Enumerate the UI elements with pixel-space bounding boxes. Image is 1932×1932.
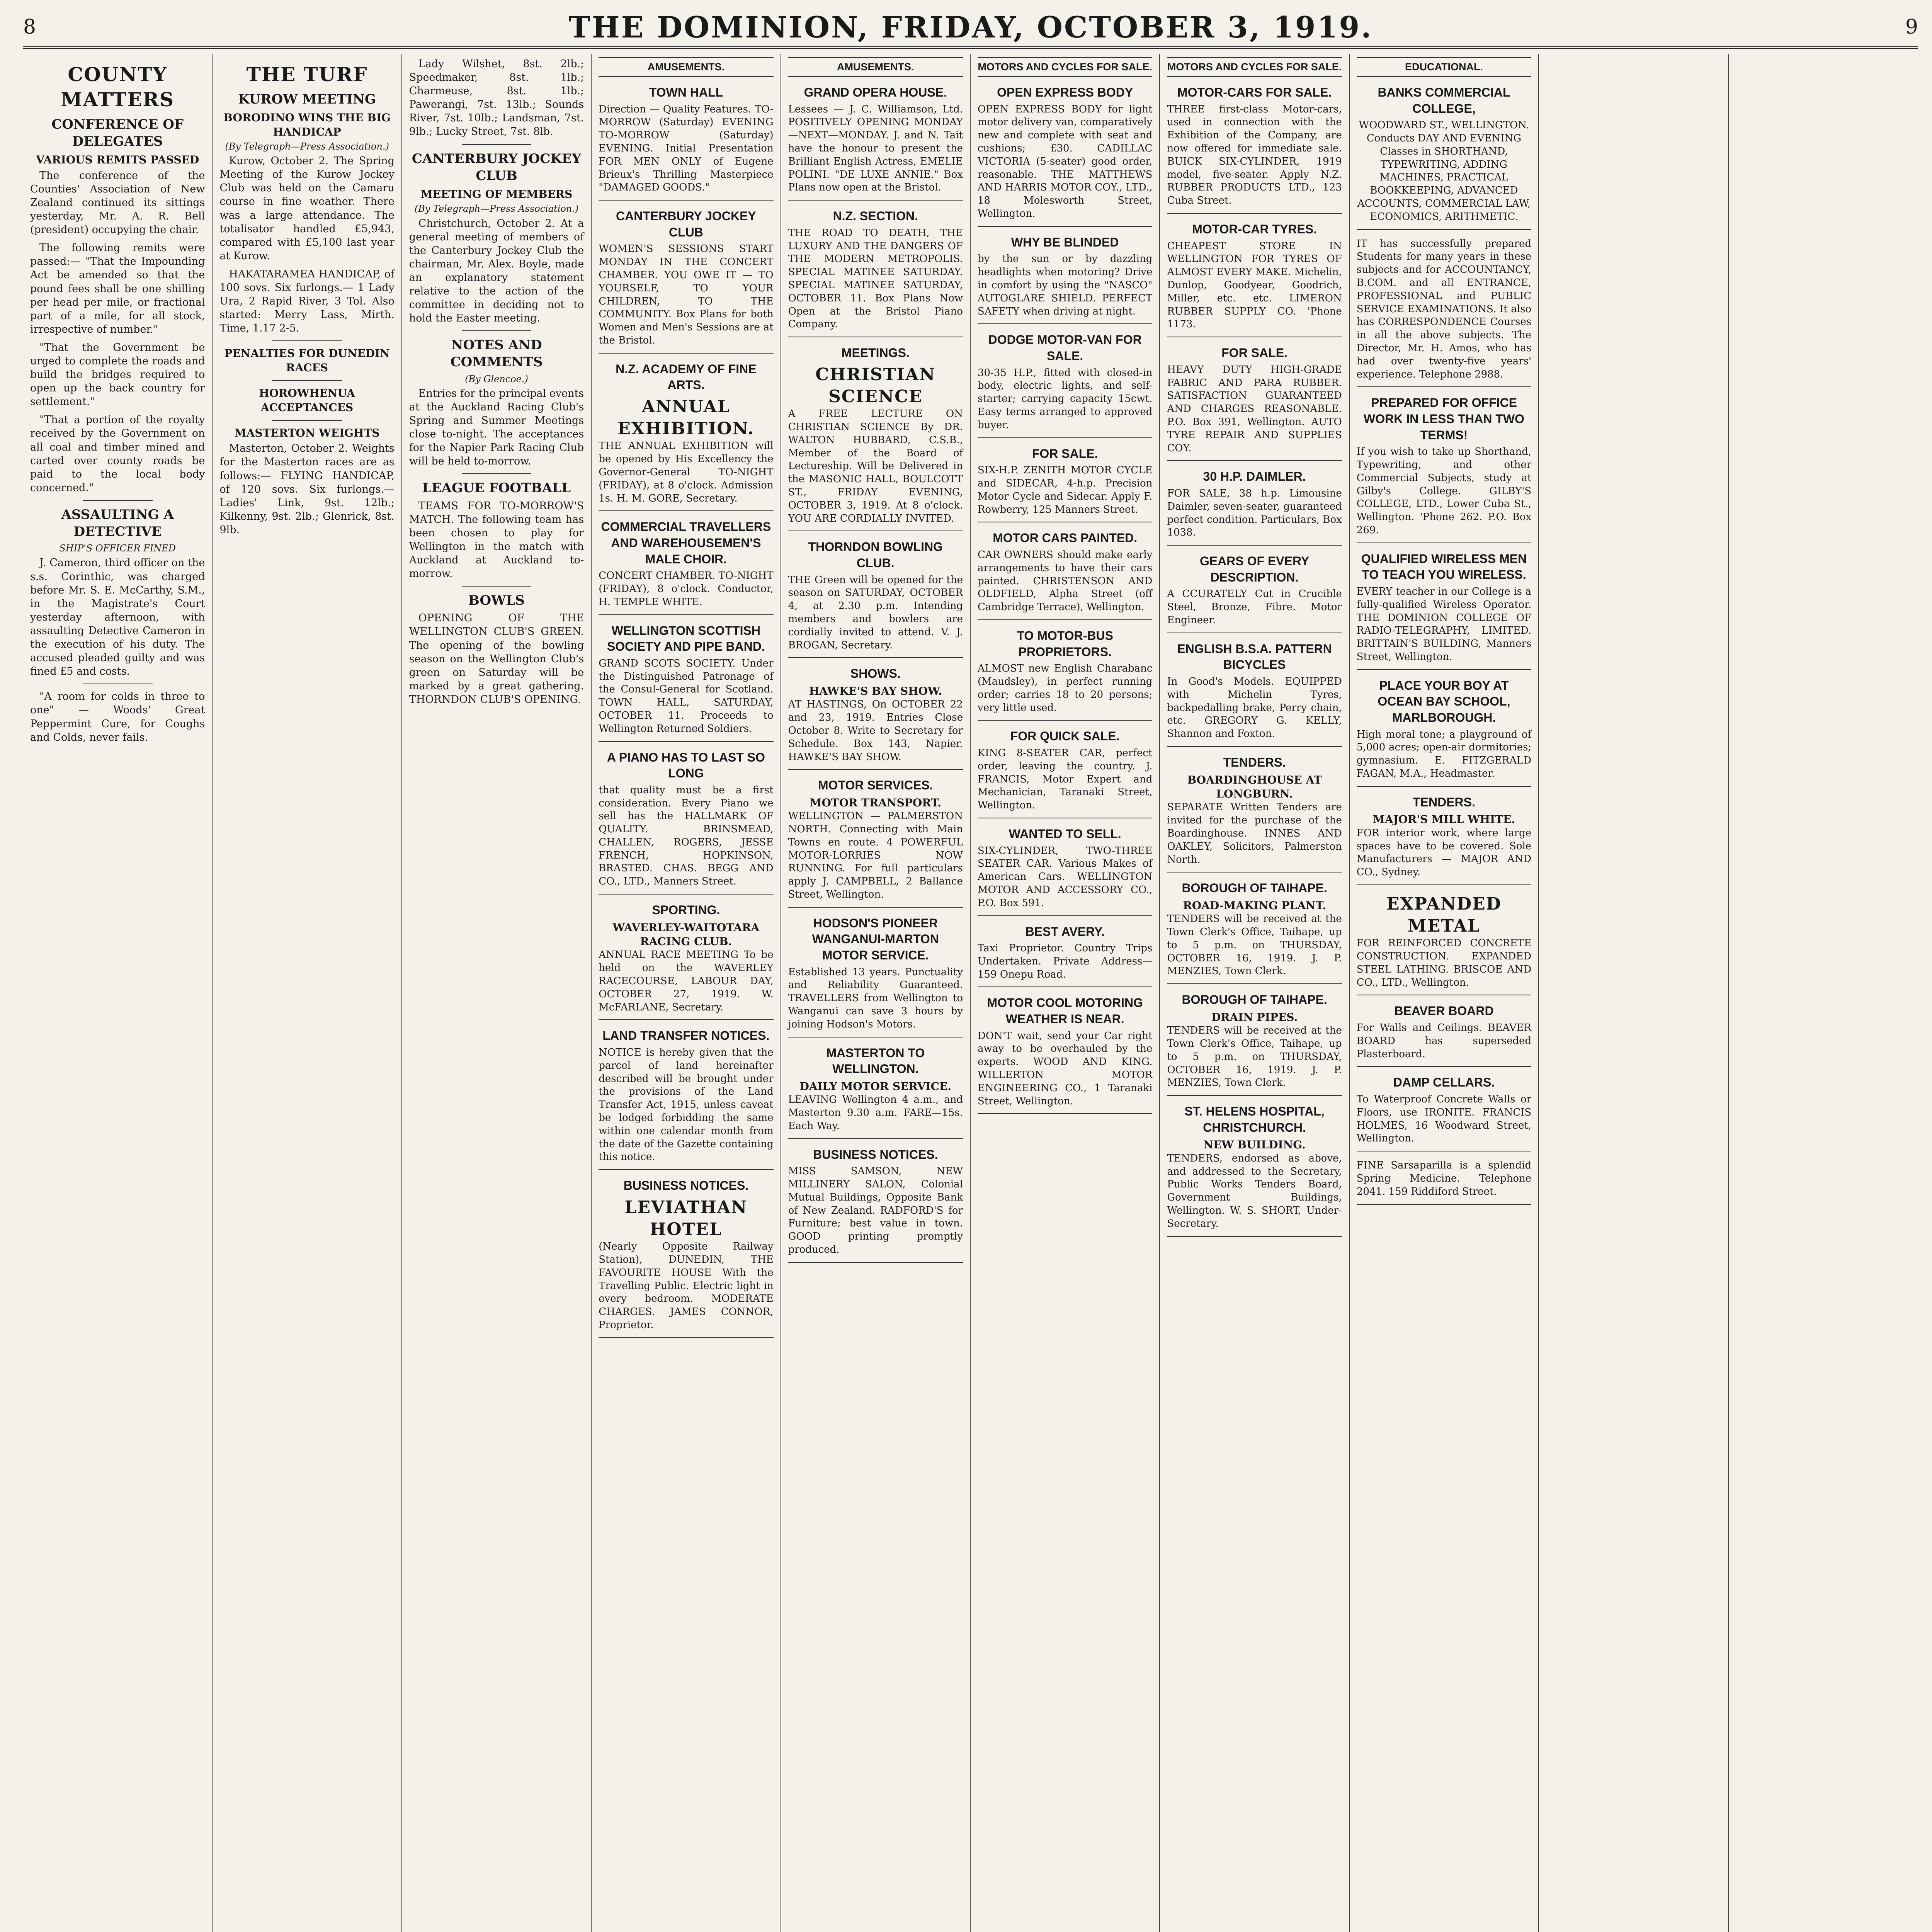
advertisement [599, 81, 773, 201]
ad-body: AT HASTINGS, On OCTOBER 22 and 23, 1919. Entries Close October 8. Write to Secretary for Schedule. Box 143, Napier. HAWKE'S BAY SHOW. [788, 699, 963, 763]
ad-heading: 30 H.P. DAIMLER. [1203, 469, 1306, 484]
divider [272, 340, 342, 341]
ad-body: TENDERS will be received at the Town Clerk's Office, Taihape, up to 5 p.m. on THURSDAY, OCTOBER 16, 1919. J. P. MENZIES, Town Clerk. [1167, 1025, 1342, 1089]
ad-body: CAR OWNERS should make early arrangements to have their cars painted. CHRISTENSON AND OLDFIELD, Alpha Street (off Cambridge Terrace), Wellington. [977, 549, 1153, 613]
advertisement [788, 81, 963, 201]
article-headline: CONFERENCE OF DELEGATES [51, 117, 184, 150]
divider [462, 473, 532, 474]
ad-body: TENDERS, endorsed as above, and addressed to the Secretary, Public Works Tenders Board, Government Buildings, Wellington. W. S. SHORT, Under-Secretary. [1167, 1152, 1342, 1230]
column-county-matters [23, 54, 213, 1932]
article-headline: PENALTIES FOR DUNEDIN RACES [224, 347, 390, 374]
ad-heading: MOTOR COOL MOTORING WEATHER IS NEAR. [987, 996, 1143, 1026]
ad-body: EVERY teacher in our College is a fully-qualified Wireless Operator. THE DOMINION COLLEGE OF RADIO-TELEGRAPHY, LIMITED. BRITTAIN'S BUILDING, Manners Street, Wellington. [1356, 585, 1532, 663]
advertisement [1357, 889, 1531, 996]
ad-heading: DODGE MOTOR-VAN FOR SALE. [988, 333, 1142, 363]
advertisement [788, 774, 963, 908]
advertisement [1357, 234, 1531, 388]
ad-heading: MOTOR CARS PAINTED. [993, 531, 1138, 545]
advertisement [1357, 999, 1531, 1067]
article-paragraph: The following remits were passed:— "That the Impounding Act be amended so that the pound fees shall be one shilling per head per mile, or fractional part of a mile, for all stock, irrespective of number." [30, 242, 205, 335]
ad-heading: WHY BE BLINDED [1011, 235, 1119, 249]
ad-body: FINE Sarsaparilla is a splendid Spring Medicine. Telephone 2041. 159 Riddiford Street. [1356, 1160, 1532, 1197]
ad-heading: TO MOTOR-BUS PROPRIETORS. [1017, 628, 1113, 659]
article-paragraph: Masterton, October 2. Weights for the Masterton races are as follows:— FLYING HANDICAP, of 120 sovs. Six furlongs.— Ladies' Link, 9st. 12lb.; Kilkenny, 9st. 2lb.; Glenrick, 8st. 9lb. [219, 442, 395, 536]
ad-display-line: BOARDINGHOUSE AT LONGBURN. [1187, 773, 1322, 800]
advertisement [1167, 1100, 1342, 1236]
ad-heading: COMMERCIAL TRAVELLERS AND WAREHOUSEMEN'S MALE CHOIR. [601, 520, 771, 566]
section-band: MOTORS AND CYCLES FOR SALE. [978, 57, 1152, 77]
ad-body: TENDERS will be received at the Town Clerk's Office, Taihape, up to 5 p.m. on THURSDAY, OCTOBER 16, 1919. J. P. MENZIES, Town Clerk. [1167, 913, 1342, 977]
section-heading: COUNTY MATTERS [61, 63, 175, 111]
ad-heading: SHOWS. [850, 667, 901, 681]
advertisement [978, 328, 1152, 438]
ad-heading: DAMP CELLARS. [1393, 1075, 1495, 1090]
ad-body: FOR REINFORCED CONCRETE CONSTRUCTION. EXPANDED STEEL LATHING. BRISCOE AND CO., LTD., Wellington. [1356, 937, 1532, 988]
divider [272, 420, 342, 421]
ad-heading: MOTOR SERVICES. [818, 778, 933, 793]
ad-display-line: DAILY MOTOR SERVICE. [799, 1080, 951, 1093]
ad-display-line: NEW BUILDING. [1203, 1138, 1306, 1151]
ad-heading: WELLINGTON SCOTTISH SOCIETY AND PIPE BAND. [607, 623, 765, 654]
advertisement [1357, 81, 1531, 230]
column-motors-1 [971, 54, 1160, 1932]
advertisement [599, 746, 773, 895]
advertisement [1357, 1071, 1531, 1151]
ad-heading: BOROUGH OF TAIHAPE. [1182, 881, 1327, 895]
article-headline: CANTERBURY JOCKEY CLUB [412, 151, 582, 184]
article-paragraph: Lady Wilshet, 8st. 2lb.; Speedmaker, 8st. 1lb.; Charmeuse, 8st. 1lb.; Pawerangi, 7st. 13lb.; Sounds River, 7st. 10lb.; Landsman, 7st. 9lb.; Lucky Street, 7st. 8lb. [409, 58, 584, 138]
ad-heading: CANTERBURY JOCKEY CLUB [616, 209, 756, 239]
column-the-turf [213, 54, 402, 1932]
divider [83, 500, 153, 501]
ad-body: CHEAPEST STORE IN WELLINGTON FOR TYRES OF ALMOST EVERY MAKE. Michelin, Dunlop, Goodyear, Goodrich, Miller, etc. etc. LIMERON RUBBER SUPPLY CO. 'Phone 1173. [1167, 240, 1342, 330]
advertisement [599, 515, 773, 615]
article-paragraph: Christchurch, October 2. At a general meeting of members of the Canterbury Jockey Club the chairman, Mr. Alex. Boyle, made an explanatory statement relative to the action of the committee in deciding not to hold the Easter meeting. [409, 217, 584, 325]
ad-heading: PLACE YOUR BOY AT OCEAN BAY SCHOOL, MARLBOROUGH. [1378, 678, 1510, 724]
ad-body: ANNUAL RACE MEETING To be held on the WAVERLEY RACECOURSE, LABOUR DAY, OCTOBER 27, 1919. W. McFARLANE, Secretary. [599, 949, 774, 1013]
ad-display-line: ROAD-MAKING PLANT. [1183, 899, 1326, 912]
advertisement [788, 535, 963, 658]
ad-heading: MASTERTON TO WELLINGTON. [826, 1046, 925, 1076]
ad-body: Lessees — J. C. Williamson, Ltd. POSITIVELY OPENING MONDAY—NEXT—MONDAY. J. and N. Tait have the honour to present the Brilliant English Actress, EMELIE POLINI. "DE LUXE ANNIE." Box Plans now open at the Bristol. [788, 103, 963, 194]
advertisement [978, 231, 1152, 325]
article-paragraph: TEAMS FOR TO-MORROW'S MATCH. The following team has been chosen to play for Wellington in the match with Auckland at Auckland to-morrow. [409, 500, 584, 580]
advertisement [1357, 391, 1531, 543]
ad-heading: MOTOR-CAR TYRES. [1192, 222, 1317, 236]
ad-heading: WANTED TO SELL. [1009, 827, 1121, 841]
column-racing-notes [402, 54, 592, 1932]
advertisement [788, 662, 963, 770]
article-subheadline: MEETING OF MEMBERS [420, 187, 573, 201]
ad-heading: GEARS OF EVERY DESCRIPTION. [1199, 554, 1310, 584]
advertisement [788, 1041, 963, 1139]
advertisement [599, 357, 773, 512]
ad-body: IT has successfully prepared Students for many years in these subjects and for ACCOUNTANCY, B.COM. and all ENTRANCE, PROFESSIONAL and PUBLIC SERVICE EXAMINATIONS. It also has CORRESPONDENCE Courses in all the above subjects. The Director, Mr. H. Amos, who has had over twenty-five years' experience. Telephone 2988. [1356, 238, 1532, 380]
newspaper-title: THE DOMINION, FRIDAY, OCTOBER 3, 1919. [568, 10, 1373, 44]
ad-body: A FREE LECTURE ON CHRISTIAN SCIENCE By DR. WALTON HUBBARD, C.S.B., Member of the Board of Lectureship. Will be Delivered in the MASONIC HALL, BOULCOTT ST., FRIDAY EVENING, OCTOBER 3, 1919. At 8 o'clock. YOU ARE CORDIALLY INVITED. [788, 408, 963, 524]
ad-heading: SPORTING. [652, 903, 720, 917]
advertisement [1167, 988, 1342, 1096]
ad-display-line: DRAIN PIPES. [1211, 1010, 1298, 1024]
article-headline: LEAGUE FOOTBALL [422, 480, 571, 496]
article-paragraph: "That the Government be urged to complete the roads and build the bridges required to open up the back country for settlement." [30, 341, 205, 408]
right-page-number: 9 [1905, 15, 1918, 39]
advertisement [1357, 791, 1531, 885]
divider [462, 330, 532, 331]
ad-heading: ENGLISH B.S.A. PATTERN BICYCLES [1177, 641, 1332, 672]
article-credit: (By Glencoe.) [465, 373, 528, 384]
advertisement [1167, 81, 1342, 214]
article-paragraph: HAKATARAMEA HANDICAP, of 100 sovs. Six furlongs.— 1 Lady Ura, 2 Rapid River, 3 Tol. Also started: Merry Lass, Mirth. Time, 1.17 2-5. [219, 268, 395, 335]
column-motors-2 [1160, 54, 1349, 1932]
ad-heading: BEAVER BOARD [1394, 1004, 1494, 1018]
article-paragraph: Kurow, October 2. The Spring Meeting of the Kurow Jockey Club was held on the Camaru course in fine weather. There was a large attendance. The totalisator handled £5,943, compared with £5,100 last year at Kurow. [219, 155, 395, 262]
ad-body: THE ROAD TO DEATH, THE LUXURY AND THE DANGERS OF THE MODERN METROPOLIS. SPECIAL MATINEE SATURDAY. SPECIAL MATINEE SATURDAY, OCTOBER 11. Box Plans Now Open at the Bristol Piano Company. [788, 227, 963, 330]
article-headline: KUROW MEETING [238, 92, 376, 107]
article-headline: HOROWHENUA ACCEPTANCES [259, 387, 355, 414]
ad-body: For Walls and Ceilings. BEAVER BOARD has superseded Plasterboard. [1356, 1022, 1532, 1060]
ad-body: Taxi Proprietor. Country Trips Undertaken. Private Address—159 Onepu Road. [977, 942, 1153, 980]
advertisement [978, 526, 1152, 620]
ad-body: GRAND SCOTS SOCIETY. Under the Distinguished Patronage of the Consul-General for Scotland. TOWN HALL, SATURDAY, OCTOBER 11. Proceeds to Wellington Returned Soldiers. [599, 657, 774, 735]
ad-heading: N.Z. ACADEMY OF FINE ARTS. [616, 362, 757, 392]
ad-heading: FOR SALE. [1221, 346, 1287, 360]
column-grid [23, 54, 1918, 1932]
ad-display-line: ANNUAL EXHIBITION. [617, 397, 755, 439]
ad-display-line: WAVERLEY-WAITOTARA RACING CLUB. [612, 921, 760, 948]
ad-heading: FOR SALE. [1032, 446, 1098, 461]
divider [462, 586, 532, 587]
ad-heading: HODSON'S PIONEER WANGANUI-MARTON MOTOR SERVICE. [812, 916, 939, 963]
ad-display-line: HAWKE'S BAY SHOW. [809, 684, 942, 697]
ad-heading: BUSINESS NOTICES. [813, 1147, 938, 1162]
ad-body: In Good's Models. EQUIPPED with Michelin Tyres, backpedalling brake, Perry chain, etc. GREGORY G. KELLY, Shannon and Foxton. [1167, 675, 1342, 740]
left-page-number: 8 [23, 15, 36, 39]
ad-body: THREE first-class Motor-cars, used in connection with the Exhibition of the Company, are now offered for immediate sale. BUICK SIX-CYLINDER, 1919 model, five-seater. Apply N.Z. RUBBER PRODUCTS LTD., 123 Cuba Street. [1167, 103, 1342, 207]
ad-body: 30-35 H.P., fitted with closed-in body, electric lights, and self-starter; carrying capacity 15cwt. Easy terms arranged to approved buyer. [977, 367, 1153, 431]
ad-body: OPEN EXPRESS BODY for light motor delivery van, comparatively new and complete with seat and cushions; £30. CADILLAC VICTORIA (5-seater) good order, reasonable. THE MATTHEWS AND HARRIS MOTOR COY., LTD., 18 Molesworth Street, Wellington. [977, 103, 1153, 220]
ad-body: THE Green will be opened for the season on SATURDAY, OCTOBER 4, at 2.30 p.m. Intending members and bowlers are cordially invited to attend. V. J. BROGAN, Secretary. [788, 574, 963, 651]
advertisement [788, 341, 963, 531]
ad-heading: N.Z. SECTION. [833, 209, 918, 223]
ad-body: that quality must be a first consideration. Every Piano we sell has the HALLMARK OF QUALITY. BRINSMEAD, CHALLEN, ROGERS, JESSE FRENCH, HOPKINSON, BRASTED. CHAS. BEGG AND CO., LTD., Manners Street. [599, 784, 774, 888]
ad-body: WOMEN'S SESSIONS START MONDAY IN THE CONCERT CHAMBER. YOU OWE IT — TO YOURSELF, TO YOUR CHILDREN, TO THE COMMUNITY. Box Plans for both Women and Men's Sessions are at the Bristol. [599, 243, 774, 347]
divider [272, 380, 342, 381]
column-continued-left [1539, 54, 1728, 1932]
advertisement [978, 724, 1152, 818]
article-headline: ASSAULTING A DETECTIVE [61, 507, 174, 540]
advertisement [599, 204, 773, 354]
advertisement [788, 1143, 963, 1263]
advertisement-line: "A room for colds in three to one" — Woods' Great Peppermint Cure, for Coughs and Colds, never fails. [30, 690, 205, 743]
column-amusements-1 [592, 54, 781, 1932]
advertisement [978, 624, 1152, 721]
ad-heading: BUSINESS NOTICES. [623, 1179, 749, 1193]
ad-heading: BANKS COMMERCIAL COLLEGE, [1378, 85, 1510, 116]
ad-body: Direction — Quality Features. TO-MORROW (Saturday) EVENING TO-MORROW (Saturday) EVENING. Initial Presentation FOR MEN ONLY of Eugene Brieux's Thrilling Masterpiece "DAMAGED GOODS." [599, 103, 774, 194]
article-headline: NOTES AND COMMENTS [450, 337, 543, 370]
article-subheadline: SHIP'S OFFICER FINED [59, 543, 176, 554]
column-amusements-2 [781, 54, 971, 1932]
advertisement [978, 442, 1152, 523]
advertisement [978, 81, 1152, 227]
advertisement [599, 898, 773, 1020]
advertisement [599, 1024, 773, 1170]
advertisement [599, 619, 773, 742]
article-credit: (By Telegraph—Press Association.) [414, 203, 579, 214]
ad-heading: ST. HELENS HOSPITAL, CHRISTCHURCH. [1184, 1104, 1325, 1134]
ad-heading: TOWN HALL [649, 85, 723, 100]
advertisement [1357, 547, 1531, 670]
divider [462, 144, 532, 145]
article-paragraph: Entries for the principal events at the Auckland Racing Club's Spring and Summer Meetings close to-night. The acceptances for the Napier Park Racing Club will be held to-morrow. [409, 387, 584, 468]
advertisement [599, 1174, 773, 1338]
section-band: EDUCATIONAL. [1357, 57, 1531, 77]
advertisement [788, 204, 963, 337]
ad-body: (Nearly Opposite Railway Station), DUNEDIN, THE FAVOURITE HOUSE With the Travelling Public. Electric light in every bedroom. MODERATE CHARGES. JAMES CONNOR, Proprietor. [599, 1241, 774, 1331]
ad-body: by the sun or by dazzling headlights when motoring? Drive in comfort by using the "NASCO" AUTOGLARE SHIELD. PERFECT SAFETY when driving at night. [977, 253, 1153, 317]
ad-heading: BOROUGH OF TAIHAPE. [1182, 993, 1327, 1007]
ad-body: THE ANNUAL EXHIBITION will be opened by His Excellency the Governor-General TO-NIGHT (FRIDAY), at 8 o'clock. Admission 1s. H. M. GORE, Secretary. [599, 440, 774, 504]
advertisement [1167, 465, 1342, 546]
ad-body: SEPARATE Written Tenders are invited for the purchase of the Boardinghouse. INNES AND OAKLEY, Solicitors, Palmerston North. [1167, 801, 1342, 866]
ad-body: To Waterproof Concrete Walls or Floors, use IRONITE. FRANCIS HOLMES, 16 Woodward Street, Wellington. [1356, 1094, 1532, 1145]
ad-body: SIX-H.P. ZENITH MOTOR CYCLE and SIDECAR, 4-h.p. Precision Motor Cycle and Sidecar. Apply F. Rowberry, 125 Manners Street. [977, 464, 1153, 515]
ad-body: HEAVY DUTY HIGH-GRADE FABRIC AND PARA RUBBER. SATISFACTION GUARANTEED AND CHARGES REASONABLE. P.O. Box 391, Wellington. AUTO TYRE REPAIR AND SUPPLIES COY. [1167, 364, 1342, 454]
ad-heading: QUALIFIED WIRELESS MEN TO TEACH YOU WIRELESS. [1361, 551, 1527, 582]
ad-body: If you wish to take up Shorthand, Typewriting, and other Commercial Subjects, study at Gilby's College. GILBY'S COLLEGE, LTD., Lower Cuba St., Wellington. 'Phone 262. P.O. Box 269. [1356, 446, 1532, 536]
advertisement [1167, 637, 1342, 747]
ad-heading: FOR QUICK SALE. [1010, 729, 1120, 743]
ad-heading: TENDERS. [1413, 795, 1475, 809]
ad-heading: THORNDON BOWLING CLUB. [808, 540, 943, 570]
advertisement [1167, 751, 1342, 872]
section-heading: THE TURF [246, 63, 368, 86]
article-paragraph: The conference of the Counties' Association of New Zealand continued its sittings yesterday, Mr. A. R. Bell (president) occupying the chair. [30, 169, 205, 236]
advertisement [1167, 218, 1342, 337]
ad-heading: A PIANO HAS TO LAST SO LONG [607, 750, 765, 781]
ad-body: WELLINGTON — PALMERSTON NORTH. Connecting with Main Towns en route. 4 POWERFUL MOTOR-LORRIES NOW RUNNING. For full particulars apply J. CAMPBELL, 2 Ballance Street, Wellington. [788, 810, 963, 901]
ad-display-line: LEVIATHAN HOTEL [624, 1197, 748, 1239]
ad-body: A CCURATELY Cut in Crucible Steel, Bronze, Fibre. Motor Engineer. [1167, 588, 1342, 626]
ad-body: DON'T wait, send your Car right away to be overhauled by the experts. WOOD AND KING. WILLERTON MOTOR ENGINEERING CO., 1 Taranaki Street, Wellington. [977, 1030, 1153, 1107]
ad-body: KING 8-SEATER CAR, perfect order, leaving the country. J. FRANCIS, Motor Expert and Mechanician, Taranaki Street, Wellington. [977, 747, 1153, 811]
section-band: AMUSEMENTS. [788, 57, 963, 77]
column-educational [1350, 54, 1539, 1932]
masthead [23, 8, 1918, 49]
ad-body: WOODWARD ST., WELLINGTON. Conducts DAY AND EVENING Classes in SHORTHAND, TYPEWRITING, ADDING MACHINES, PRACTICAL BOOKKEEPING, ADVANCED ACCOUNTS, COMMERCIAL LAW, ECONOMICS, ARITHMETIC. [1357, 119, 1531, 223]
ad-body: FOR SALE, 38 h.p. Limousine Daimler, seven-seater, guaranteed perfect condition. Particulars, Box 1038. [1167, 488, 1342, 539]
article-subheadline: BORODINO WINS THE BIG HANDICAP [223, 111, 391, 138]
ad-heading: TENDERS. [1223, 755, 1286, 769]
advertisement [788, 912, 963, 1037]
ad-body: MISS SAMSON, NEW MILLINERY SALON, Colonial Mutual Buildings, Opposite Bank of New Zealand. RADFORD'S for Furniture; best value in town. GOOD printing promptly produced. [788, 1165, 963, 1255]
ad-body: NOTICE is hereby given that the parcel of land hereinafter described will be brought under the provisions of the Land Transfer Act, 1915, unless caveat be lodged forbidding the same within one calendar month from the date of the Gazette containing this notice. [599, 1047, 774, 1163]
advertisement [1167, 549, 1342, 633]
article-headline: BOWLS [468, 593, 525, 609]
article-subheadline: VARIOUS REMITS PASSED [36, 153, 199, 167]
section-band: AMUSEMENTS. [599, 57, 773, 77]
article-credit: (By Telegraph—Press Association.) [225, 141, 389, 152]
column-continued-right [1729, 54, 1918, 1932]
advertisement [978, 920, 1152, 988]
ad-heading: GRAND OPERA HOUSE. [804, 85, 947, 100]
article-paragraph: OPENING OF THE WELLINGTON CLUB'S GREEN. The opening of the bowling season on the Wellington Club's green on Saturday will be marked by a great gathering. THORNDON CLUB'S OPENING. [409, 612, 584, 706]
advertisement [1167, 341, 1342, 461]
ad-heading: PREPARED FOR OFFICE WORK IN LESS THAN TWO TERMS! [1364, 396, 1524, 442]
ad-body: Established 13 years. Punctuality and Reliability Guaranteed. TRAVELLERS from Wellington to Wanganui can save 3 hours by joining Hodson's Motors. [788, 966, 963, 1030]
advertisement [978, 822, 1152, 916]
ad-heading: MEETINGS. [841, 346, 910, 360]
ad-display-line: MOTOR TRANSPORT. [810, 796, 942, 809]
ad-body: ALMOST new English Charabanc (Maudsley), in perfect running order; carries 18 to 20 persons; very little used. [977, 663, 1153, 714]
ad-body: High moral tone; a playground of 5,000 acres; open-air dormitories; gymnasium. E. FITZGERALD FAGAN, M.A., Headmaster. [1356, 728, 1532, 779]
ad-display-line: CHRISTIAN SCIENCE [815, 364, 936, 407]
ad-heading: LAND TRANSFER NOTICES. [602, 1029, 770, 1043]
article-paragraph: "That a portion of the royalty received by the Government on all coal and timber mined and carted over county roads be paid to the local body concerned." [30, 414, 205, 494]
ad-body: SIX-CYLINDER, TWO-THREE SEATER CAR. Various Makes of American Cars. WELLINGTON MOTOR AND ACCESSORY CO., P.O. Box 591. [977, 845, 1153, 909]
ad-body: FOR interior work, where large spaces have to be covered. Sole Manufacturers — MAJOR AND CO., Sydney. [1356, 827, 1532, 878]
advertisement [978, 991, 1152, 1114]
advertisement [1167, 876, 1342, 984]
article-headline: MASTERTON WEIGHTS [234, 426, 380, 439]
section-band: MOTORS AND CYCLES FOR SALE. [1167, 57, 1342, 77]
ad-heading: MOTOR-CARS FOR SALE. [1177, 85, 1332, 100]
ad-display-line: MAJOR'S MILL WHITE. [1372, 813, 1515, 826]
ad-display-line: EXPANDED METAL [1386, 894, 1502, 936]
ad-heading: OPEN EXPRESS BODY [997, 85, 1133, 100]
article-paragraph: J. Cameron, third officer on the s.s. Corinthic, was charged before Mr. S. E. McCarthy, S.M., in the Magistrate's Court yesterday afternoon, with assaulting Detective Cameron in the execution of his duty. The accused pleaded guilty and was fined £5 and costs. [30, 557, 205, 678]
ad-body: LEAVING Wellington 4 a.m., and Masterton 9.30 a.m. FARE—15s. Each Way. [788, 1094, 963, 1132]
ad-heading: BEST AVERY. [1025, 924, 1105, 939]
advertisement [1357, 1155, 1531, 1204]
advertisement [1357, 674, 1531, 787]
ad-body: CONCERT CHAMBER. TO-NIGHT (FRIDAY), 8 o'clock. Conductor, H. TEMPLE WHITE. [599, 570, 774, 608]
